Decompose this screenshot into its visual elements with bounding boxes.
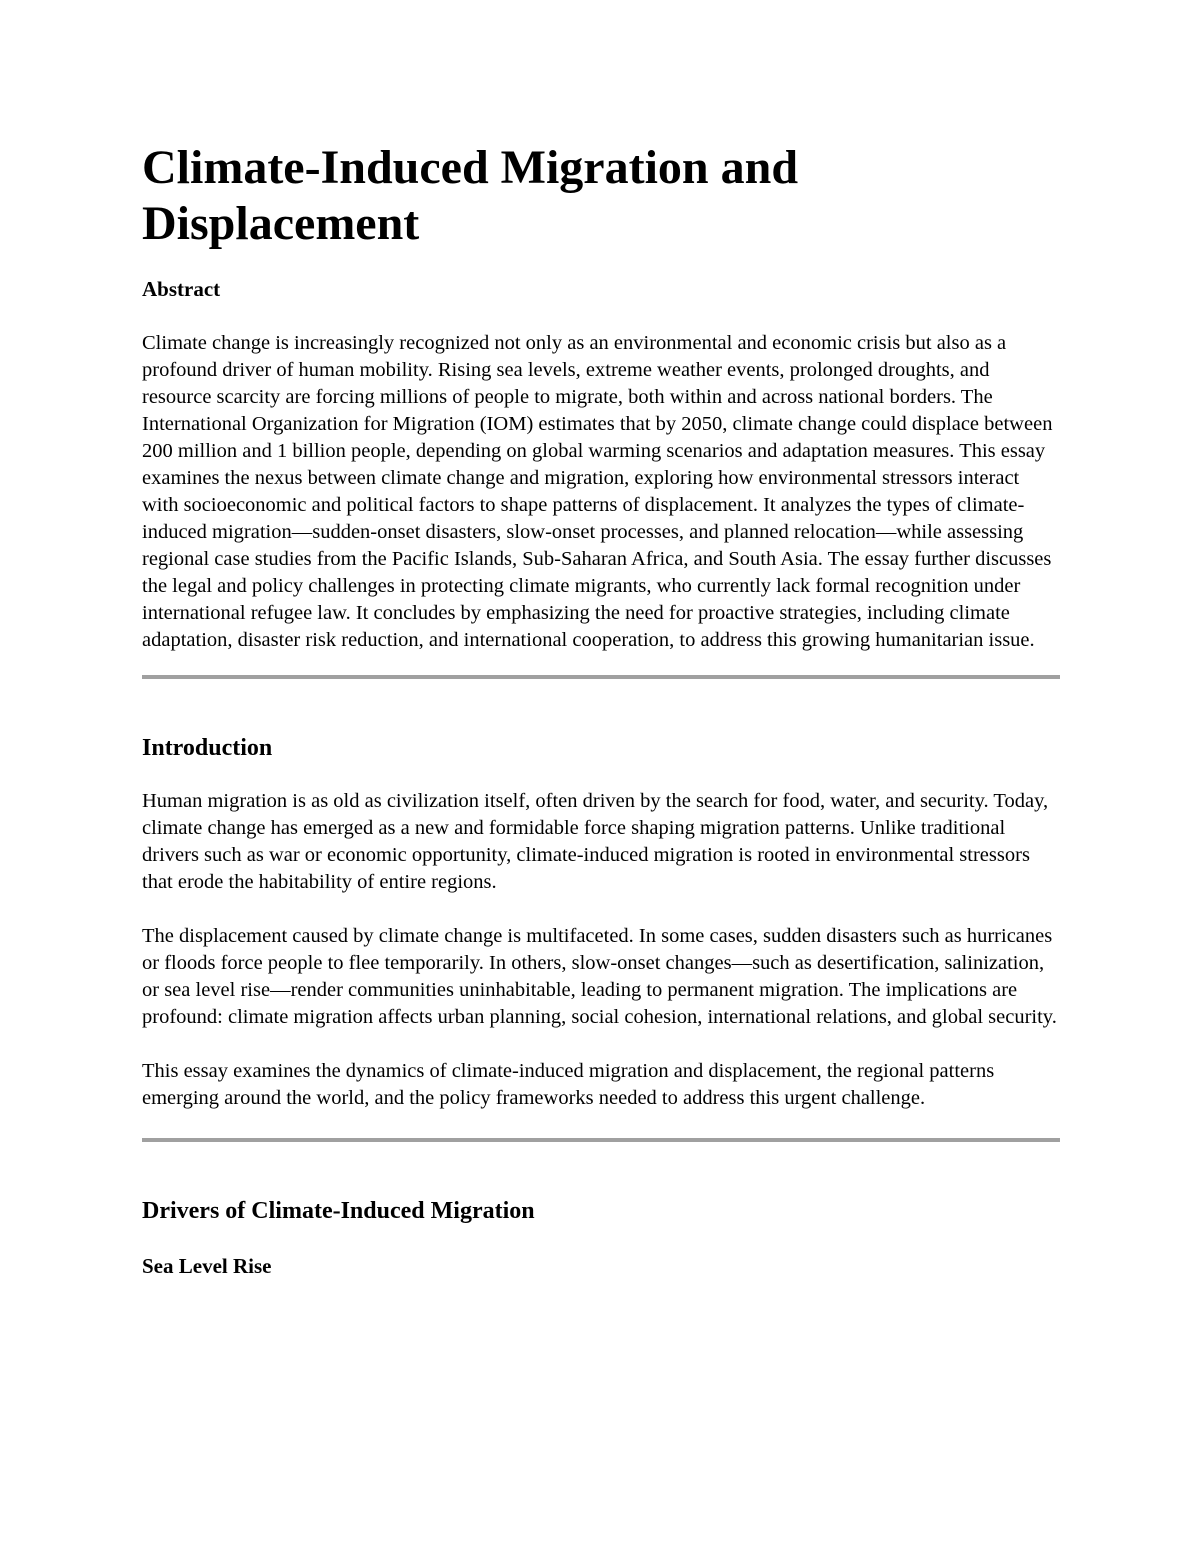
introduction-heading: Introduction	[142, 735, 273, 761]
drivers-section	[142, 1197, 1060, 1279]
sea-level-rise-subheading: Sea Level Rise	[142, 1254, 272, 1278]
abstract-heading: Abstract	[142, 277, 221, 301]
document-title: Climate-Induced Migration and Displacement	[142, 141, 799, 250]
introduction-paragraph: Human migration is as old as civilization itself, often driven by the search for food, water, and security. Today, climate change has emerged as a new and formidable force shaping migration patterns. Unlike traditional drivers such as war or economic opportunity, climate-induced migration is rooted in environmental stressors that erode the habitability of entire regions.	[142, 790, 1049, 893]
section-divider	[142, 1138, 1060, 1142]
drivers-heading: Drivers of Climate-Induced Migration	[142, 1198, 535, 1224]
section-divider	[142, 675, 1060, 679]
abstract-paragraph: Climate change is increasingly recognized not only as an environmental and economic crisis but also as a profound driver of human mobility. Rising sea levels, extreme weather events, prolonged droughts, and resource scarcity are forcing millions of people to migrate, both within and across national borders. The International Organization for Migration (IOM) estimates that by 2050, climate change could displace between 200 million and 1 billion people, depending on global warming scenarios and adaptation measures. This essay examines the nexus between climate change and migration, exploring how environmental stressors interact with socioeconomic and political factors to shape patterns of displacement. It analyzes the types of climate-induced migration—sudden-onset disasters, slow-onset processes, and planned relocation—while assessing regional case studies from the Pacific Islands, Sub-Saharan Africa, and South Asia. The essay further discusses the legal and policy challenges in protecting climate migrants, who currently lack formal recognition under international refugee law. It concludes by emphasizing the need for proactive strategies, including climate adaptation, disaster risk reduction, and international cooperation, to address this growing humanitarian issue.	[142, 332, 1053, 651]
introduction-paragraph: The displacement caused by climate change is multifaceted. In some cases, sudden disasters such as hurricanes or floods force people to flee temporarily. In others, slow-onset changes—such as desertification, salinization, or sea level rise—render communities uninhabitable, leading to permanent migration. The implications are profound: climate migration affects urban planning, social cohesion, international relations, and global security.	[142, 925, 1057, 1028]
introduction-section	[142, 734, 1060, 1112]
introduction-paragraph: This essay examines the dynamics of climate-induced migration and displacement, the regional patterns emerging around the world, and the policy frameworks needed to address this urgent challenge.	[142, 1060, 995, 1109]
document-page	[142, 140, 1060, 1279]
abstract-section	[142, 276, 1060, 654]
